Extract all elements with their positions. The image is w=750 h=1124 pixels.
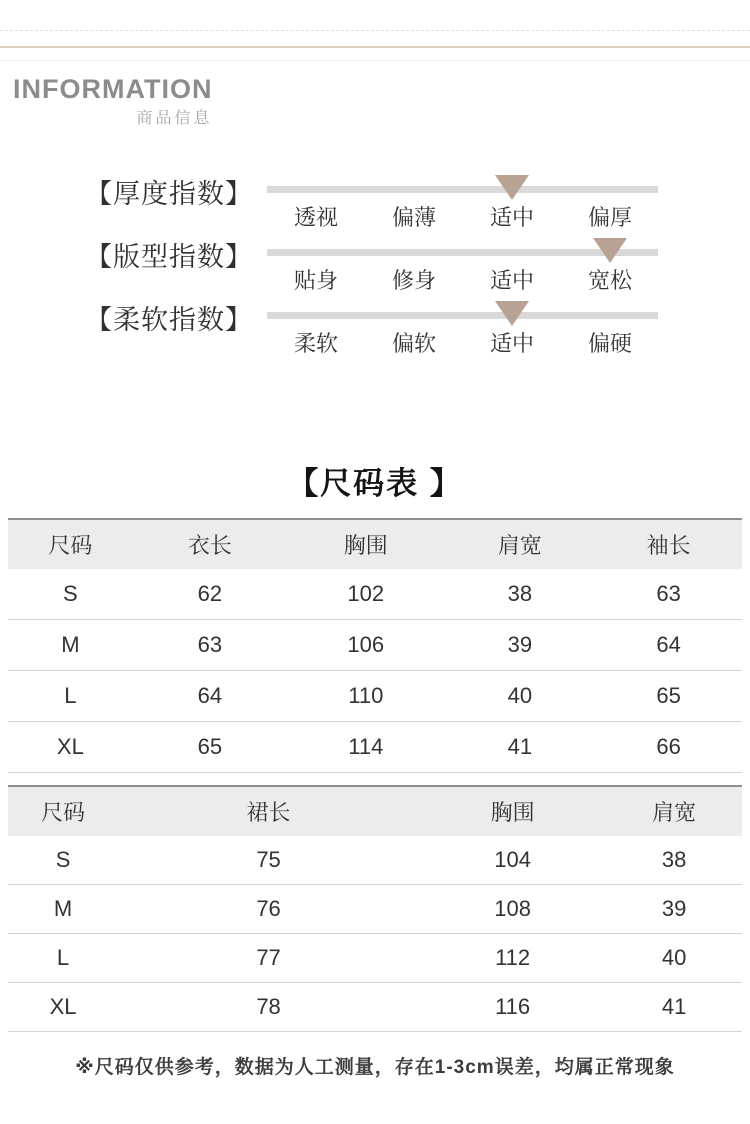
table-cell: 78 bbox=[118, 983, 419, 1032]
header-cell: 尺码 bbox=[8, 786, 118, 836]
marker-triangle-icon bbox=[593, 238, 627, 263]
table-cell: 102 bbox=[287, 569, 445, 620]
table-cell: 66 bbox=[595, 722, 742, 773]
table-cell: L bbox=[8, 934, 118, 983]
scale-option: 柔软 bbox=[293, 331, 338, 356]
table-cell: 65 bbox=[595, 671, 742, 722]
scale-option: 透视 bbox=[293, 205, 338, 230]
index-row bbox=[0, 296, 750, 359]
table-cell: 64 bbox=[133, 671, 287, 722]
table-cell: 65 bbox=[133, 722, 287, 773]
table-cell: 40 bbox=[606, 934, 742, 983]
table-cell: XL bbox=[8, 722, 133, 773]
index-section bbox=[0, 170, 750, 359]
table-cell: 63 bbox=[595, 569, 742, 620]
index-label: 【柔软指数】 bbox=[85, 305, 253, 335]
index-row bbox=[0, 170, 750, 233]
header-cell: 衣长 bbox=[133, 519, 287, 569]
size-note: ※尺码仅供参考，数据为人工测量，存在1-3cm误差，均属正常现象 bbox=[75, 1057, 675, 1078]
marker-triangle-icon bbox=[495, 301, 529, 326]
table-cell: 75 bbox=[118, 836, 419, 885]
index-track bbox=[267, 312, 658, 319]
scale-option: 适中 bbox=[489, 268, 534, 293]
header-cell: 尺码 bbox=[8, 519, 133, 569]
table-cell: 41 bbox=[445, 722, 595, 773]
scale-option: 偏薄 bbox=[391, 205, 436, 230]
table-row bbox=[8, 569, 742, 620]
scale-option: 偏软 bbox=[391, 331, 436, 356]
table-cell: 77 bbox=[118, 934, 419, 983]
info-header bbox=[13, 73, 212, 128]
index-row bbox=[0, 233, 750, 296]
index-label: 【厚度指数】 bbox=[85, 179, 253, 209]
table-cell: 40 bbox=[445, 671, 595, 722]
table-cell: 114 bbox=[287, 722, 445, 773]
top-faint-divider bbox=[0, 60, 750, 61]
table-cell: 38 bbox=[606, 836, 742, 885]
info-subtitle: 商品信息 bbox=[136, 110, 213, 127]
table-cell: S bbox=[8, 836, 118, 885]
index-label: 【版型指数】 bbox=[85, 242, 253, 272]
table-cell: 112 bbox=[419, 934, 606, 983]
scale-option: 修身 bbox=[391, 268, 436, 293]
table-row bbox=[8, 671, 742, 722]
table-cell: 116 bbox=[419, 983, 606, 1032]
table-cell: M bbox=[8, 620, 133, 671]
info-title: INFORMATION bbox=[13, 74, 213, 104]
table-cell: M bbox=[8, 885, 118, 934]
table-cell: 106 bbox=[287, 620, 445, 671]
scale-option: 偏硬 bbox=[587, 331, 632, 356]
table-cell: 76 bbox=[118, 885, 419, 934]
table-cell: 63 bbox=[133, 620, 287, 671]
scale-option: 适中 bbox=[489, 331, 534, 356]
header-cell: 袖长 bbox=[595, 519, 742, 569]
table-cell: L bbox=[8, 671, 133, 722]
size-table-skirt bbox=[8, 785, 742, 1032]
scale-option: 贴身 bbox=[293, 268, 338, 293]
table-cell: 104 bbox=[419, 836, 606, 885]
header-cell: 胸围 bbox=[287, 519, 445, 569]
marker-triangle-icon bbox=[495, 175, 529, 200]
table-cell: 41 bbox=[606, 983, 742, 1032]
scale-option: 适中 bbox=[489, 205, 534, 230]
scale-option: 偏厚 bbox=[587, 205, 632, 230]
size-chart-title: 【尺码表 】 bbox=[287, 466, 463, 501]
table-header-row bbox=[8, 519, 742, 569]
table-cell: 39 bbox=[445, 620, 595, 671]
index-track bbox=[267, 186, 658, 193]
table-row bbox=[8, 722, 742, 773]
table-cell: 110 bbox=[287, 671, 445, 722]
header-cell: 肩宽 bbox=[606, 786, 742, 836]
top-accent-divider bbox=[0, 46, 750, 48]
header-cell: 肩宽 bbox=[445, 519, 595, 569]
table-header-row bbox=[8, 786, 742, 836]
header-cell: 胸围 bbox=[419, 786, 606, 836]
table-cell: 62 bbox=[133, 569, 287, 620]
header-cell: 裙长 bbox=[118, 786, 419, 836]
table-row bbox=[8, 983, 742, 1032]
table-cell: S bbox=[8, 569, 133, 620]
top-dashed-divider bbox=[0, 30, 750, 31]
scale-option: 宽松 bbox=[587, 268, 632, 293]
table-row bbox=[8, 885, 742, 934]
table-cell: 64 bbox=[595, 620, 742, 671]
table-cell: 38 bbox=[445, 569, 595, 620]
table-row bbox=[8, 934, 742, 983]
table-cell: 108 bbox=[419, 885, 606, 934]
size-table-top bbox=[8, 518, 742, 773]
table-cell: XL bbox=[8, 983, 118, 1032]
table-row bbox=[8, 836, 742, 885]
table-cell: 39 bbox=[606, 885, 742, 934]
table-row bbox=[8, 620, 742, 671]
